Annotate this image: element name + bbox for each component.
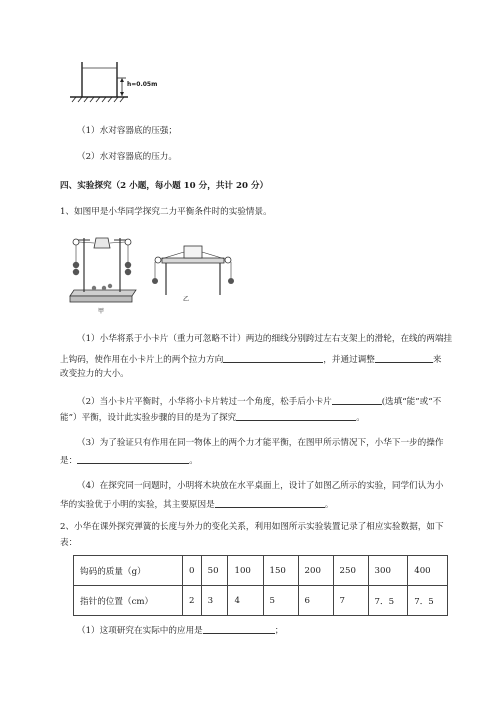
q1-part2-line1 — [77, 394, 441, 408]
q1-part2-text-d: 。 — [356, 413, 365, 423]
table-cell: 5 — [263, 586, 298, 616]
table-cell: 0 — [183, 556, 202, 586]
spring-data-table — [73, 555, 448, 616]
table-cell: 200 — [298, 556, 333, 586]
table-cell: 7．5 — [368, 586, 408, 616]
q2-sub1-text-a: （1）这项研究在实际中的应用是 — [77, 626, 203, 636]
table-cell: 150 — [263, 556, 298, 586]
q1-part2-text-c: 能”）平衡，设计此实验步骤的目的是为了探究 — [60, 413, 237, 423]
q2-stem-line1: 2、小华在课外探究弹簧的长度与外力的变化关系，利用如图所示实验装置记录了相应实验数据，如下 — [60, 522, 444, 532]
q1-part2-text-b: (选填“能”或“不 — [381, 397, 442, 407]
q1-part4-line1: （4）在探究同一问题时，小明将木块放在水平桌面上，设计了如图乙所示的实验，同学们认为小 — [77, 481, 444, 491]
q1-part4-line2 — [60, 497, 333, 511]
q1-part3-text-b: 。 — [189, 456, 198, 466]
table-cell: 400 — [408, 556, 448, 586]
q1-part3-text-a: 是： — [60, 456, 78, 466]
q1-part3-line2 — [60, 453, 198, 467]
answer-blank-direction[interactable] — [223, 352, 323, 363]
figure-jia-label: 甲 — [98, 308, 105, 315]
q2-sub1 — [77, 623, 283, 637]
figure-yi-label: 乙 — [183, 296, 190, 303]
answer-blank-reason[interactable] — [215, 497, 325, 508]
table-row-mass — [74, 556, 448, 586]
q1-stem: 1、如图甲是小华同学探究二力平衡条件时的实验情景。 — [60, 207, 272, 217]
table-cell: 100 — [228, 556, 263, 586]
answer-blank-balance[interactable] — [332, 394, 382, 405]
q1-part1-line2 — [60, 352, 441, 366]
q1-part1-text-b: ，并通过调整 — [323, 355, 375, 365]
q1-part1-line1: （1）小华将系于小卡片（重力可忽略不计）两边的细线分别跨过左右支架上的滑轮，在线的两端挂 — [77, 334, 453, 344]
tank-question-1: （1）水对容器底的压强； — [77, 126, 177, 136]
table-header-mass: 钩码的质量（g） — [74, 556, 183, 586]
height-label: h=0.05m — [127, 81, 158, 88]
q1-part4-text-b: 。 — [324, 500, 334, 510]
tank-figure — [60, 58, 180, 108]
table-cell: 7 — [333, 586, 368, 616]
answer-blank-application[interactable] — [203, 623, 275, 634]
q1-part1-line3: 改变拉力的大小。 — [60, 369, 129, 379]
table-cell: 2 — [183, 586, 202, 616]
table-row-position — [74, 586, 448, 616]
answer-blank-adjust[interactable] — [375, 352, 433, 363]
apparatus-yi-figure — [150, 240, 240, 310]
table-cell: 4 — [228, 586, 263, 616]
table-header-position: 指针的位置（cm） — [74, 586, 183, 616]
q1-part2-line2 — [60, 410, 365, 424]
tank-question-2: （2）水对容器底的压力。 — [77, 152, 177, 162]
q2-sub1-text-b: ； — [274, 626, 284, 636]
q1-part1-text-c: 来 — [432, 355, 442, 365]
q2-stem-line2: 表： — [60, 538, 78, 548]
table-cell: 7．5 — [408, 586, 448, 616]
table-cell: 3 — [201, 586, 228, 616]
q1-part3-line1: （3）为了验证只有作用在同一物体上的两个力才能平衡，在图甲所示情况下，小华下一步的操作 — [77, 438, 444, 448]
table-cell: 250 — [333, 556, 368, 586]
q1-part4-text-a: 华的实验优于小明的实验，其主要原因是 — [60, 500, 215, 510]
section-heading: 四、实验探究（2 小题，每小题 10 分，共计 20 分） — [60, 181, 269, 191]
table-cell: 50 — [201, 556, 228, 586]
answer-blank-purpose[interactable] — [236, 410, 356, 421]
q1-part1-text-a: 上钩码，使作用在小卡片上的两个拉力方向 — [60, 355, 224, 365]
table-cell: 300 — [368, 556, 408, 586]
table-cell: 6 — [298, 586, 333, 616]
answer-blank-operation[interactable] — [77, 453, 189, 464]
q1-part2-text-a: （2）当小卡片平衡时，小华将小卡片转过一个角度，松手后小卡片 — [77, 397, 332, 407]
